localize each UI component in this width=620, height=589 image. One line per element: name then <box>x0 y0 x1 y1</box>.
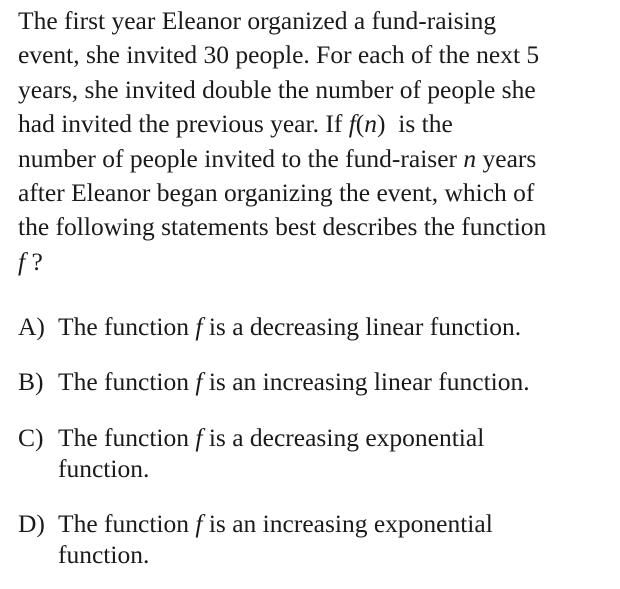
question-text: after Eleanor began organizing the event, which of <box>18 178 535 208</box>
variable-n: n <box>364 109 378 139</box>
question-text: years, she invited double the number of people she <box>18 74 536 104</box>
question-text: number of people invited to the fund-raiser <box>18 143 464 173</box>
variable-n: n <box>463 143 477 173</box>
question-line <box>18 73 614 107</box>
choice-text-post: is a decreasing linear function. <box>202 312 522 341</box>
choice-letter: C) <box>18 423 44 452</box>
question-line <box>18 38 614 72</box>
question-text: the following statements best describes the function <box>18 212 547 242</box>
function-symbol: f <box>195 312 203 341</box>
choice-a[interactable] <box>18 311 614 366</box>
paren-close: ) <box>377 109 386 139</box>
choice-letter: B) <box>18 367 44 396</box>
question-text: is the <box>385 109 453 139</box>
choice-text-pre: The function <box>58 312 196 341</box>
choice-d[interactable] <box>18 508 614 570</box>
function-symbol: f <box>195 367 203 396</box>
question-text: event, she invited 30 people. For each of the next 5 <box>18 40 540 70</box>
question-line <box>18 107 614 141</box>
choice-text <box>58 422 528 484</box>
answer-choices <box>18 311 614 570</box>
choice-text-pre: The function <box>58 367 196 396</box>
question-text: years <box>476 143 537 173</box>
choice-text-post: is a decreasing exponential function. <box>58 423 485 483</box>
question-text: had invited the previous year. If <box>18 109 349 139</box>
choice-letter: A) <box>18 312 45 341</box>
question-line <box>18 210 614 244</box>
question-mark: ? <box>25 246 43 276</box>
question-line <box>18 4 614 38</box>
choice-text <box>58 508 528 570</box>
function-symbol: f <box>348 109 356 139</box>
question-line <box>18 245 614 279</box>
choice-text-pre: The function <box>58 423 196 452</box>
function-symbol: f <box>195 423 203 452</box>
question-line <box>18 176 614 210</box>
choice-text <box>58 311 614 342</box>
choice-text <box>58 366 614 397</box>
choice-text-pre: The function <box>58 509 196 538</box>
function-symbol: f <box>195 509 203 538</box>
question-text: The first year Eleanor organized a fund-raising <box>18 6 497 35</box>
choice-text-post: is an increasing exponential function. <box>58 509 493 569</box>
paren-open: ( <box>355 109 365 139</box>
choice-b[interactable] <box>18 366 614 422</box>
choice-letter: D) <box>18 509 45 538</box>
choice-c[interactable] <box>18 422 614 508</box>
question-stem <box>18 4 614 279</box>
question-line <box>18 142 614 176</box>
function-symbol: f <box>18 246 26 276</box>
choice-text-post: is an increasing linear function. <box>202 367 530 396</box>
